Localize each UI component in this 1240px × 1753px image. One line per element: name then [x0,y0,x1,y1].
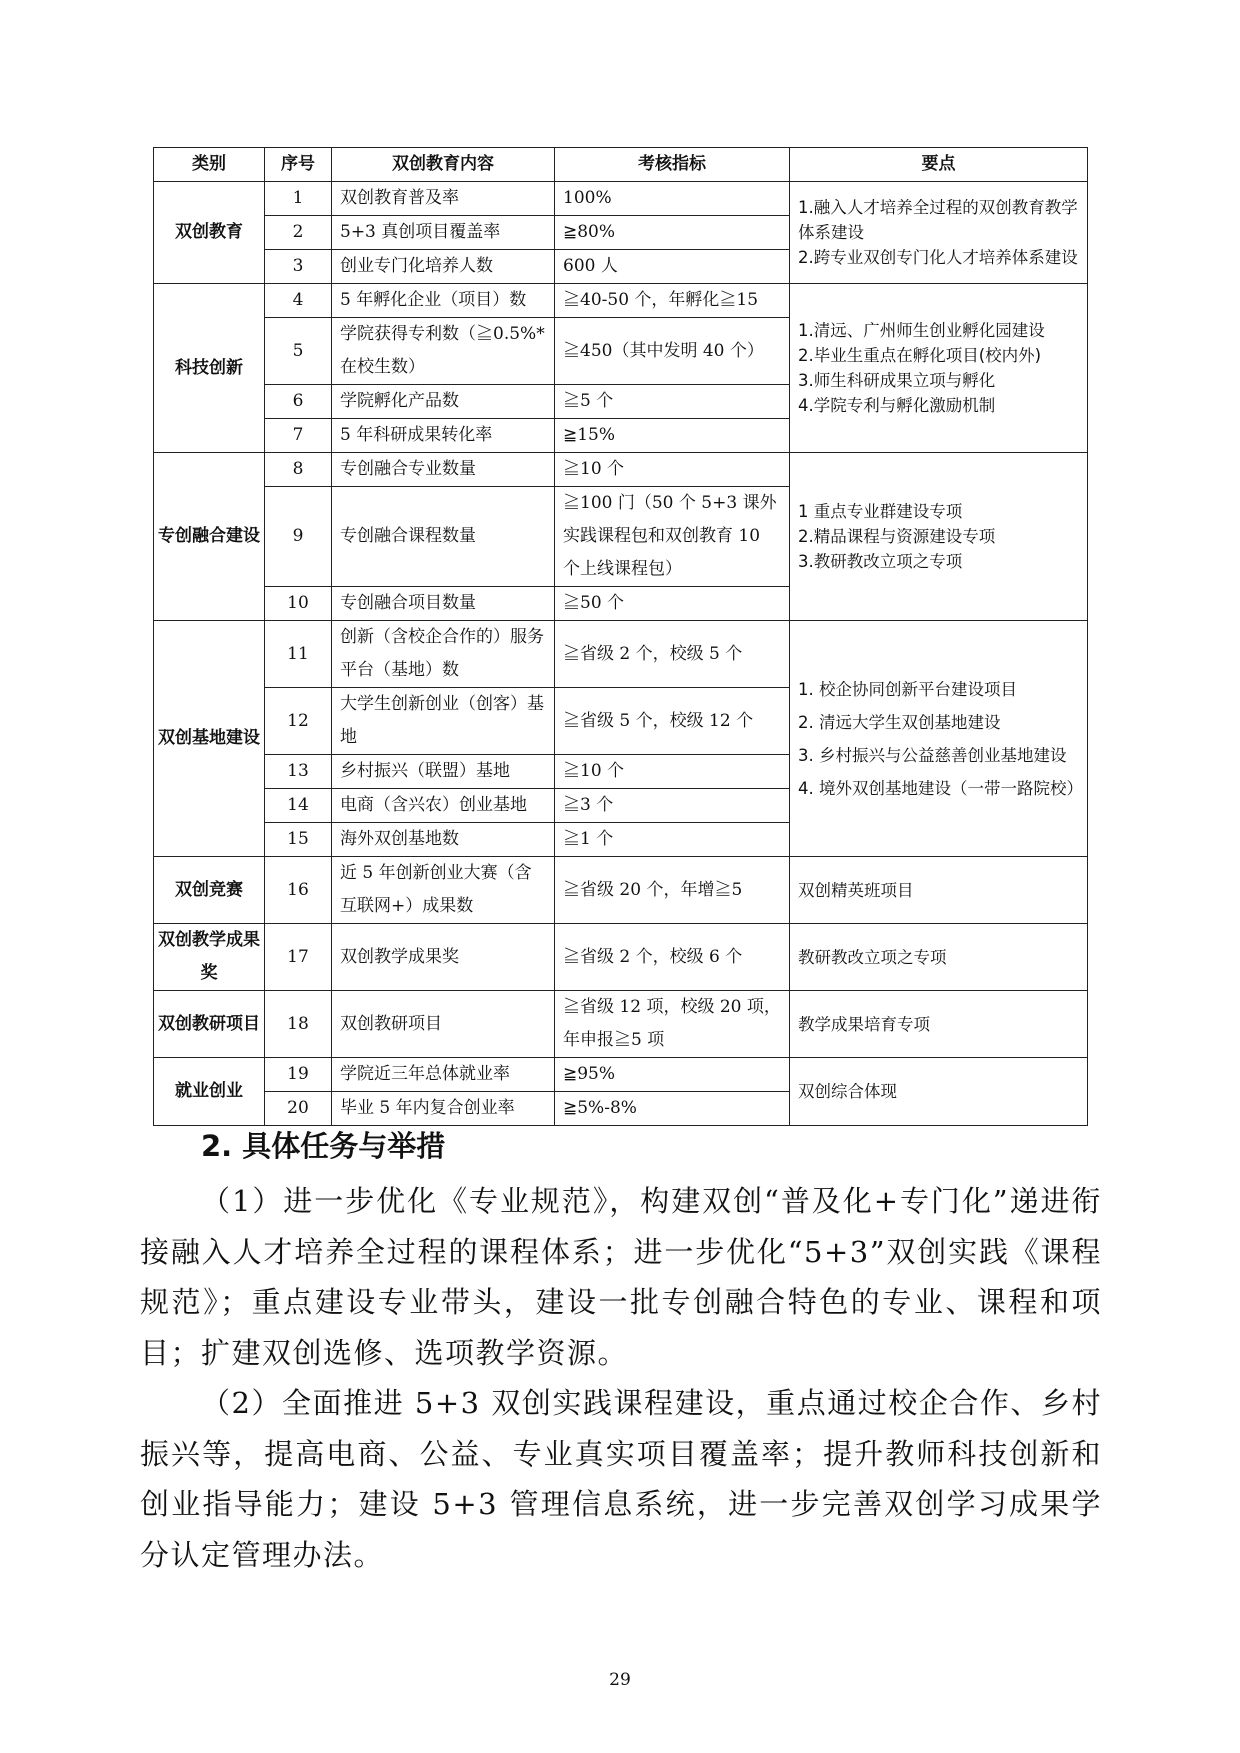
category-cell: 双创教研项目 [154,991,265,1058]
key-point: 2.毕业生重点在孵化项目(校内外) [798,346,1042,365]
table-row [154,924,1088,991]
index-cell: 1 [265,182,332,216]
category-cell: 科技创新 [154,284,265,453]
index-cell: 20 [265,1092,332,1126]
content-cell: 5 年科研成果转化率 [332,419,555,453]
index-cell: 8 [265,453,332,487]
key-points-cell [790,284,1088,453]
category-cell: 专创融合建设 [154,453,265,621]
key-point: 教研教改立项之专项 [798,947,947,967]
content-cell: 学院孵化产品数 [332,385,555,419]
table-row [154,453,1088,487]
indicator-cell: ≧450（其中发明 40 个） [555,318,790,385]
indicator-cell: ≧5%-8% [555,1092,790,1126]
index-cell: 19 [265,1058,332,1092]
content-cell: 创业专门化培养人数 [332,250,555,284]
key-point: 2.跨专业双创专门化人才培养体系建设 [798,248,1078,267]
index-cell: 2 [265,216,332,250]
key-point: 3.师生科研成果立项与孵化 [798,371,996,390]
table-header-row [154,148,1088,182]
key-point: 2.精品课程与资源建设专项 [798,527,996,546]
key-points-cell [790,1058,1088,1126]
key-points-cell [790,991,1088,1058]
indicator-cell: ≧80% [555,216,790,250]
index-cell: 18 [265,991,332,1058]
header-index: 序号 [265,148,332,182]
table-row [154,1058,1088,1092]
index-cell: 15 [265,823,332,857]
paragraph-1: （1）进一步优化《专业规范》，构建双创“普及化+专门化”递进衔接融入人才培养全过程的课程体系；进一步优化“5+3”双创实践《课程规范》；重点建设专业带头，建设一批专创融合特色的专业、课程和项目；扩建双创选修、选项教学资源。 [140,1184,1102,1370]
index-cell: 9 [265,487,332,587]
indicator-cell: ≧15% [555,419,790,453]
index-cell: 14 [265,789,332,823]
header-category: 类别 [154,148,265,182]
header-key-points: 要点 [790,148,1088,182]
indicator-cell: ≧40-50 个，年孵化≧15 [555,284,790,318]
content-cell: 学院近三年总体就业率 [332,1058,555,1092]
key-point: 1.清远、广州师生创业孵化园建设 [798,321,1045,340]
table-row [154,284,1088,318]
header-content: 双创教育内容 [332,148,555,182]
index-cell: 6 [265,385,332,419]
content-cell: 创新（含校企合作的）服务平台（基地）数 [332,621,555,688]
indicator-cell: ≧省级 20 个，年增≧5 [555,857,790,924]
key-point: 教学成果培育专项 [798,1014,930,1034]
indicator-cell: ≧100 门（50 个 5+3 课外实践课程包和双创教育 10 个上线课程包） [555,487,790,587]
index-cell: 16 [265,857,332,924]
table-row [154,621,1088,688]
content-cell: 毕业 5 年内复合创业率 [332,1092,555,1126]
key-points-cell [790,621,1088,857]
content-cell: 5 年孵化企业（项目）数 [332,284,555,318]
content-cell: 大学生创新创业（创客）基地 [332,688,555,755]
index-cell: 17 [265,924,332,991]
category-cell: 双创教育 [154,182,265,284]
key-point: 1.融入人才培养全过程的双创教育教学体系建设 [798,198,1078,242]
content-cell: 双创教研项目 [332,991,555,1058]
index-cell: 5 [265,318,332,385]
content-cell: 海外双创基地数 [332,823,555,857]
key-points-cell [790,924,1088,991]
category-cell: 双创教学成果奖 [154,924,265,991]
index-cell: 12 [265,688,332,755]
indicator-cell: ≧3 个 [555,789,790,823]
index-cell: 10 [265,587,332,621]
index-cell: 3 [265,250,332,284]
table-row [154,857,1088,924]
indicator-cell: ≧95% [555,1058,790,1092]
content-cell: 专创融合课程数量 [332,487,555,587]
index-cell: 13 [265,755,332,789]
table-row [154,991,1088,1058]
key-point: 2. 清远大学生双创基地建设 [798,712,1001,732]
header-indicator: 考核指标 [555,148,790,182]
key-point: 双创精英班项目 [798,880,914,900]
key-points-cell [790,182,1088,284]
content-cell: 电商（含兴农）创业基地 [332,789,555,823]
key-point: 4. 境外双创基地建设（一带一路院校） [798,778,1083,798]
key-point: 4.学院专利与孵化激励机制 [798,396,996,415]
key-point: 双创综合体现 [798,1082,897,1101]
page-number: 29 [609,1670,631,1690]
assessment-table [153,147,1088,1126]
indicator-cell: 100% [555,182,790,216]
index-cell: 11 [265,621,332,688]
content-cell: 专创融合项目数量 [332,587,555,621]
content-cell: 5+3 真创项目覆盖率 [332,216,555,250]
indicator-cell: ≧省级 5 个，校级 12 个 [555,688,790,755]
indicator-cell: ≧10 个 [555,755,790,789]
indicator-cell: 600 人 [555,250,790,284]
index-cell: 7 [265,419,332,453]
category-cell: 就业创业 [154,1058,265,1126]
indicator-cell: ≧省级 12 项，校级 20 项，年申报≧5 项 [555,991,790,1058]
key-points-cell [790,453,1088,621]
indicator-cell: ≧省级 2 个，校级 6 个 [555,924,790,991]
content-cell: 学院获得专利数（≧0.5%*在校生数） [332,318,555,385]
key-point: 3. 乡村振兴与公益慈善创业基地建设 [798,745,1067,765]
paragraph-2: （2）全面推进 5+3 双创实践课程建设，重点通过校企合作、乡村振兴等，提高电商、公益、专业真实项目覆盖率；提升教师科技创新和创业指导能力；建设 5+3 管理信息系统，进一步完善双创学习成果学分认定管理办法。 [140,1386,1102,1572]
key-points-cell [790,857,1088,924]
content-cell: 近 5 年创新创业大赛（含互联网+）成果数 [332,857,555,924]
content-cell: 专创融合专业数量 [332,453,555,487]
indicator-cell: ≧省级 2 个，校级 5 个 [555,621,790,688]
indicator-cell: ≧1 个 [555,823,790,857]
content-cell: 双创教育普及率 [332,182,555,216]
category-cell: 双创基地建设 [154,621,265,857]
section-heading: 2. 具体任务与举措 [201,1129,446,1163]
key-point: 1 重点专业群建设专项 [798,502,963,521]
key-point: 3.教研教改立项之专项 [798,552,963,571]
content-cell: 乡村振兴（联盟）基地 [332,755,555,789]
indicator-cell: ≧5 个 [555,385,790,419]
key-point: 1. 校企协同创新平台建设项目 [798,679,1017,699]
table-row [154,182,1088,216]
indicator-cell: ≧10 个 [555,453,790,487]
index-cell: 4 [265,284,332,318]
category-cell: 双创竞赛 [154,857,265,924]
indicator-cell: ≧50 个 [555,587,790,621]
content-cell: 双创教学成果奖 [332,924,555,991]
